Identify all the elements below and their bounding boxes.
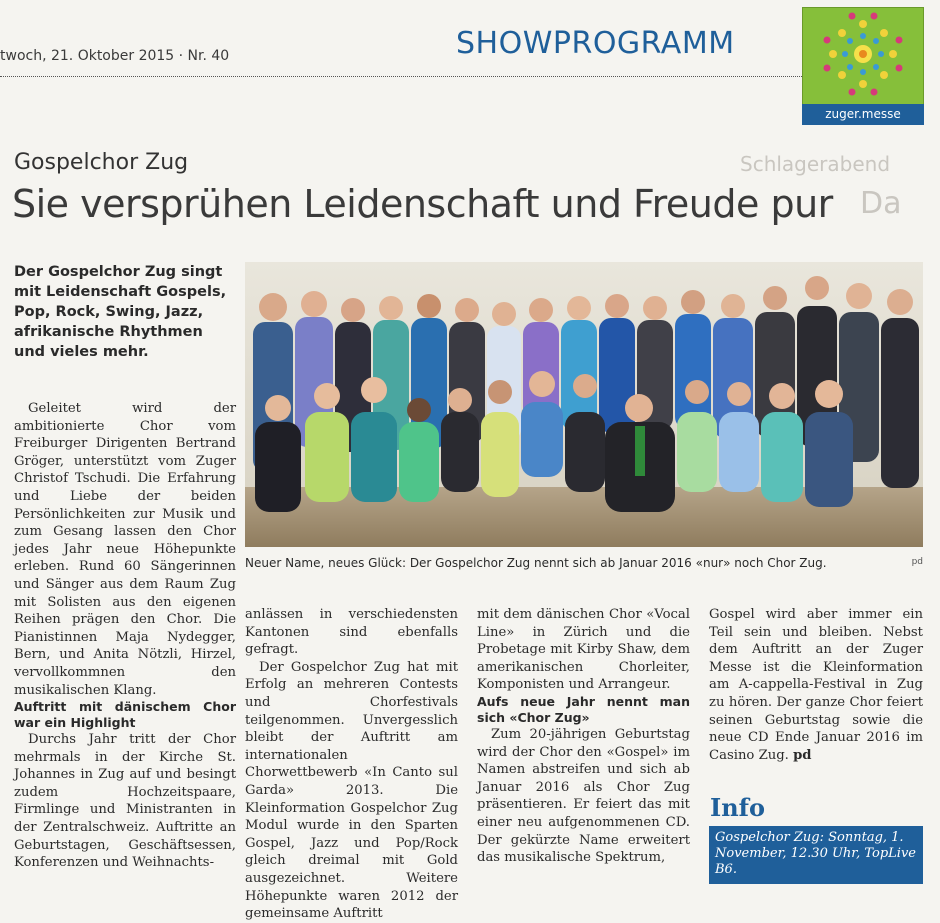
article-lead: Der Gospelchor Zug singt mit Leidenschaft Gospels, Pop, Rock, Swing, Jazz, afrikanische Rhythmen und vieles mehr. <box>14 264 227 360</box>
article-kicker: Gospelchor Zug <box>14 150 189 175</box>
article-column-4 <box>709 606 923 764</box>
choir-group-photo <box>245 262 923 547</box>
header-rule <box>0 76 802 77</box>
article-column-1 <box>14 400 236 872</box>
paragraph: Durchs Jahr tritt der Chor mehrmals in der Kirche St. Johannes in Zug auf und besingt zudem Hochzeitspaare, Firmlinge und Ministranten in der Zentralschweiz. Auftritte an Geburtstagen, Geschäftsessen, Konferenzen und Weihnachts- <box>14 732 236 871</box>
photo-caption <box>245 556 923 570</box>
bleed-through-text: Da <box>860 186 902 221</box>
paragraph: Der Gospelchor Zug hat mit Erfolg an mehreren Contests und Chorfestivals teilgenommen. Unvergesslich bleibt der Auftritt am internationalen Chorwettbewerb «In Canto sul Garda» 2013. Die Kleinformation Gospelchor Zug Modul wurde in den Sparten Gospel, Jazz und Pop/Rock gleich dreimal mit Gold ausgezeichnet. Weitere Höhepunkte waren 2012 der gemeinsame Auftritt <box>245 659 458 922</box>
dateline: twoch, 21. Oktober 2015 · Nr. 40 <box>0 48 230 64</box>
article-column-3 <box>477 606 690 867</box>
info-box: Gospelchor Zug: Sonntag, 1. November, 12.30 Uhr, TopLive B6. <box>709 826 923 884</box>
paragraph: anlässen in verschiedensten Kantonen sind ebenfalls gefragt. <box>245 607 458 658</box>
photo-caption-text: Neuer Name, neues Glück: Der Gospelchor Zug nennt sich ab Januar 2016 «nur» noch Chor Zug. <box>245 556 827 570</box>
article-headline: Sie versprühen Leidenschaft und Freude pur <box>12 182 833 226</box>
paragraph-text: Gospel wird aber immer ein Teil sein und bleiben. Nebst dem Auftritt an der Zuger Messe ist die Kleinformation am A-cappella-Festival in Zug zu hören. Der ganze Chor feiert seinen Geburtstag sowie die neue CD Ende Januar 2016 im Casino Zug. <box>709 607 923 763</box>
logo-caption: zuger.messe <box>802 104 924 125</box>
paragraph: Geleitet wird der ambitionierte Chor vom Freiburger Dirigenten Bertrand Gröger, unterstützt vom Zuger Christof Tschudi. Die Erfahrung und Liebe der beiden Persönlichkeiten zur Musik und zum Gesang lassen den Chor jedes Jahr neue Höhepunkte erleben. Rund 60 Sängerinnen und Sänger aus dem Raum Zug mit Solisten aus den eigenen Reihen prägen den Chor. Die Pianistinnen Maja Nydegger, Bern, und Anita Nötzli, Hirzel, vervollkommnen den musikalischen Klang. <box>14 401 236 698</box>
bleed-through-text: Schlagerabend <box>740 152 891 176</box>
section-title: SHOWPROGRAMM <box>456 26 735 61</box>
paragraph <box>709 606 923 764</box>
subheading: Auftritt mit dänischem Chor war ein Highlight <box>14 699 236 731</box>
info-title: Info <box>710 793 766 822</box>
author-signoff: pd <box>793 747 812 763</box>
subheading: Aufs neue Jahr nennt man sich «Chor Zug» <box>477 693 690 725</box>
paragraph: Zum 20-jährigen Geburtstag wird der Chor den «Gospel» im Namen abstreifen und sich ab Januar 2016 als Chor Zug präsentieren. Er feiert das mit einer neu aufgenommenen CD. Der gekürzte Name erweitert das musikalische Spektrum, <box>477 726 690 866</box>
logo-burst-icon <box>803 8 923 104</box>
photo-credit: pd <box>911 557 923 567</box>
article-column-2 <box>245 606 458 923</box>
paragraph: mit dem dänischen Chor «Vocal Line» in Zürich und die Probetage mit Kirby Shaw, dem amerikanischen Chorleiter, Komponisten und Arrangeur. <box>477 607 690 693</box>
